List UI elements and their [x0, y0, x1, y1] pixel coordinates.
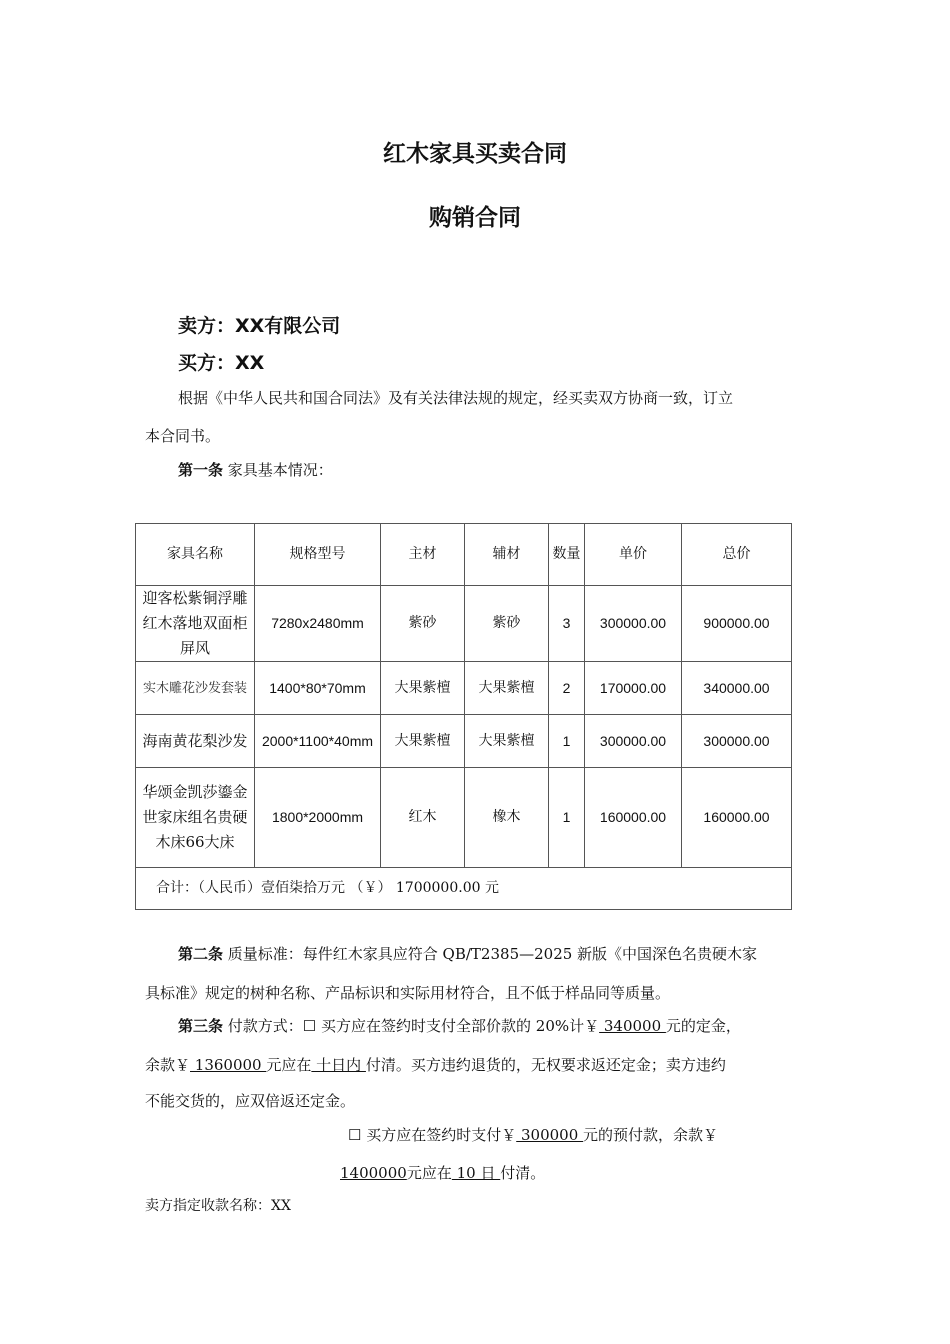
table-total: 合计：（人民币）壹佰柒拾万元 （￥） 1700000.00 元 [136, 868, 792, 910]
cell-spec: 1400*80*70mm [255, 662, 381, 715]
deposit-amount: 340000 [599, 1017, 666, 1035]
cell-total-price: 340000.00 [682, 662, 792, 715]
article-2-line-1 [178, 936, 757, 973]
cell-quantity: 3 [549, 586, 585, 662]
header-name: 家具名称 [136, 524, 255, 586]
article-1-text: 家具基本情况： [223, 461, 333, 479]
table-row [136, 715, 792, 768]
intro-line-2: 本合同书。 [145, 427, 221, 445]
cell-quantity: 1 [549, 768, 585, 868]
document-subtitle: 购销合同 [429, 205, 521, 231]
table-row [136, 768, 792, 868]
cell-unit-price: 160000.00 [585, 768, 682, 868]
cell-unit-price: 170000.00 [585, 662, 682, 715]
option-2-text-b: 元的预付款，余款￥ [583, 1126, 719, 1144]
cell-aux-material: 橡木 [465, 768, 549, 868]
article-3-line-2 [145, 1047, 726, 1084]
payee-line: 卖方指定收款名称：XX [145, 1198, 291, 1214]
intro-line-1: 根据《中华人民共和国合同法》及有关法律法规的规定，经买卖双方协商一致，订立 [178, 389, 734, 407]
table-row [136, 662, 792, 715]
due-period: 十日内 [311, 1056, 366, 1074]
article-3-line-3: 不能交货的，应双倍返还定金。 [145, 1092, 356, 1110]
article-2-text: 质量标准：每件红木家具应符合 QB/T2385—2025 新版《中国深色名贵硬木家 [223, 945, 758, 963]
article-3-penalty: 付清。买方违约退货的，无权要求返还定金；卖方违约 [365, 1056, 726, 1074]
cell-aux-material: 大果紫檀 [465, 662, 549, 715]
cell-quantity: 2 [549, 662, 585, 715]
header-aux-material: 辅材 [465, 524, 549, 586]
cell-spec: 2000*1100*40mm [255, 715, 381, 768]
cell-unit-price: 300000.00 [585, 715, 682, 768]
prepay-amount: 300000 [516, 1126, 584, 1144]
option-2-balance: 1400000 [340, 1164, 407, 1182]
table-header-row [136, 524, 792, 586]
furniture-table [135, 523, 792, 910]
cell-aux-material: 大果紫檀 [465, 715, 549, 768]
balance-amount: 1360000 [190, 1056, 267, 1074]
option-2-text: ☐ 买方应在签约时支付￥ [348, 1126, 517, 1144]
buyer-line: 买方：XX [178, 352, 265, 374]
cell-name: 华颂金凯莎鎏金世家床组名贵硬木床66大床 [136, 768, 255, 868]
option-2-due: 10 日 [451, 1164, 501, 1182]
table-row [136, 586, 792, 662]
header-quantity: 数量 [549, 524, 585, 586]
article-1-heading: 第一条 [178, 461, 224, 479]
cell-spec: 7280x2480mm [255, 586, 381, 662]
cell-total-price: 900000.00 [682, 586, 792, 662]
cell-unit-price: 300000.00 [585, 586, 682, 662]
header-unit-price: 单价 [585, 524, 682, 586]
cell-main-material: 大果紫檀 [381, 662, 465, 715]
cell-name: 实木雕花沙发套装 [136, 662, 255, 715]
header-total-price: 总价 [682, 524, 792, 586]
table-total-row [136, 868, 792, 910]
option-2-end: 付清。 [500, 1164, 546, 1182]
article-3-heading: 第三条 [178, 1017, 224, 1035]
cell-main-material: 红木 [381, 768, 465, 868]
cell-main-material: 大果紫檀 [381, 715, 465, 768]
article-3-text-b: 元的定金， [665, 1017, 741, 1035]
article-2-line-2: 具标准》规定的树种名称、产品标识和实际用材符合，且不低于样品同等质量。 [145, 984, 671, 1002]
option-2-line-1 [348, 1117, 718, 1154]
header-main-material: 主材 [381, 524, 465, 586]
option-2-due-prefix: 元应在 [406, 1164, 452, 1182]
cell-aux-material: 紫砂 [465, 586, 549, 662]
article-3-line-1 [178, 1008, 741, 1045]
article-3-balance-prefix: 余款￥ [145, 1056, 191, 1074]
seller-line: 卖方：XX有限公司 [178, 315, 341, 337]
option-2-line-2 [340, 1155, 545, 1192]
cell-spec: 1800*2000mm [255, 768, 381, 868]
article-1 [178, 452, 333, 489]
cell-main-material: 紫砂 [381, 586, 465, 662]
document-title: 红木家具买卖合同 [383, 141, 567, 167]
article-2-heading: 第二条 [178, 945, 224, 963]
cell-total-price: 300000.00 [682, 715, 792, 768]
article-3-text: 付款方式：☐ 买方应在签约时支付全部价款的 20%计￥ [223, 1017, 600, 1035]
cell-name: 迎客松紫铜浮雕红木落地双面柜屏风 [136, 586, 255, 662]
cell-total-price: 160000.00 [682, 768, 792, 868]
article-3-due-prefix: 元应在 [266, 1056, 312, 1074]
cell-quantity: 1 [549, 715, 585, 768]
cell-name: 海南黄花梨沙发 [136, 715, 255, 768]
header-spec: 规格型号 [255, 524, 381, 586]
